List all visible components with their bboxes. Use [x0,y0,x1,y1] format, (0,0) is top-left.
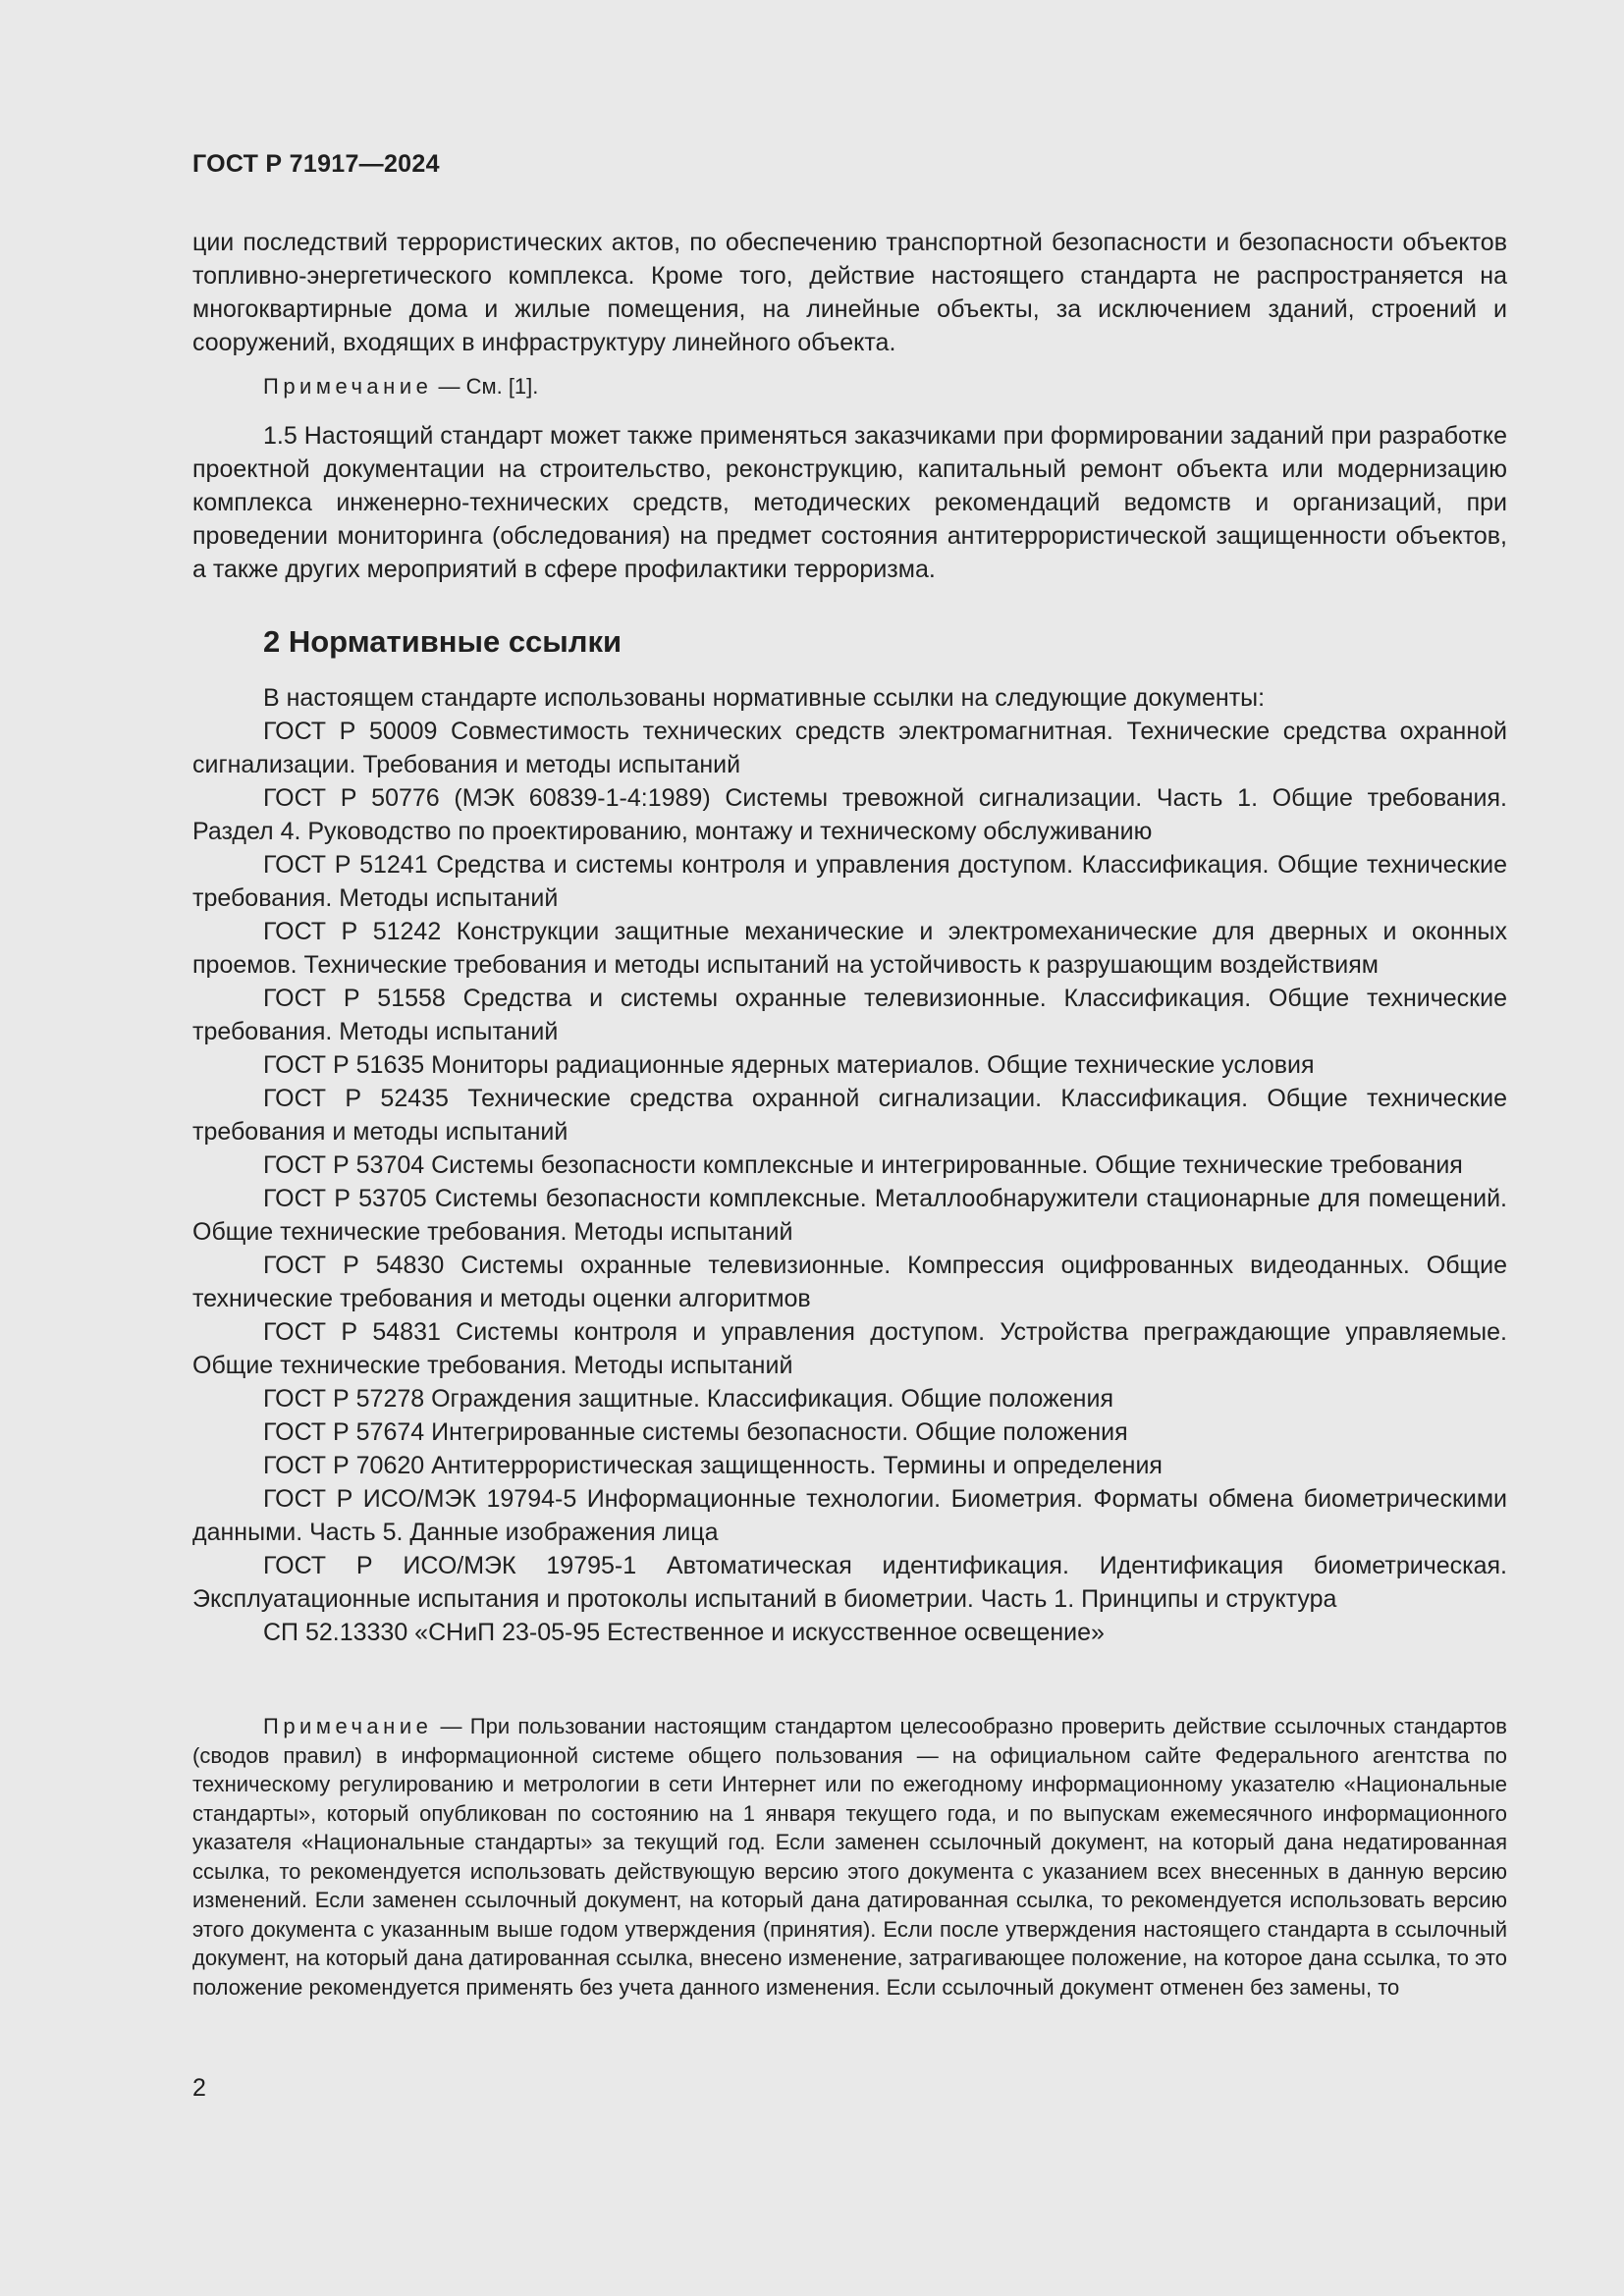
reference-item: ГОСТ Р 53704 Системы безопасности комплексные и интегрированные. Общие технические требования [263,1151,1463,1179]
reference-item: ГОСТ Р ИСО/МЭК 19794-5 Информационные технологии. Биометрия. Форматы обмена биометрическими данными. Часть 5. Данные изображения лица [192,1485,1507,1546]
note-short [263,372,538,401]
note-label: Примечание [263,1714,433,1738]
reference-item: ГОСТ Р 51635 Мониторы радиационные ядерных материалов. Общие технические условия [263,1051,1315,1079]
note-text: См. [1]. [465,374,539,399]
reference-item: ГОСТ Р 51558 Средства и системы охранные телевизионные. Классификация. Общие технические требования. Методы испытаний [192,985,1507,1045]
reference-item: ГОСТ Р 52435 Технические средства охранной сигнализации. Классификация. Общие технические требования и методы испытаний [192,1085,1507,1146]
section-title: 2 Нормативные ссылки [263,624,623,659]
reference-item: ГОСТ Р 51241 Средства и системы контроля и управления доступом. Классификация. Общие технические требования. Методы испытаний [192,851,1507,912]
note-text: При пользовании настоящим стандартом целесообразно проверить действие ссылочных стандартов (сводов правил) в информационной системе общего пользования — на официальном сайте Федерального агентства по техническому регулированию и метрологии в сети Интернет или по ежегодному информационному указателю «Национальные стандарты», который опубликован по состоянию на 1 января текущего года, и по выпускам ежемесячного информационного указателя «Национальные стандарты» за текущий год. Если заменен ссылочный документ, на который дана недатированная ссылка, то рекомендуется использовать действующую версию этого документа с указанием всех внесенных в данную версию изменений. Если заменен ссылочный документ, на который дана датированная ссылка, то рекомендуется использовать версию этого документа с указанным выше годом утверждения (принятия). Если после утверждения настоящего стандарта в ссылочный документ, на который дана датированная ссылка, внесено изменение, затрагивающее положение, на которое дана ссылка, то это положение рекомендуется применять без учета данного изменения. Если ссылочный документ отменен без замены, то [192,1714,1507,2000]
note-dash: — [432,374,466,399]
document-code-header: ГОСТ Р 71917—2024 [192,150,440,178]
reference-item: ГОСТ Р 57674 Интегрированные системы безопасности. Общие положения [263,1418,1128,1446]
paragraph-1-5: 1.5 Настоящий стандарт может также применяться заказчиками при формировании заданий при разработке проектной документации на строительство, реконструкцию, капитальный ремонт объекта или модернизацию комплекса инженерно-технических средств, методических рекомендаций ведомств и организаций, при проведении мониторинга (обследования) на предмет состояния антитеррористической защищенности объектов, а также других мероприятий в сфере профилактики терроризма. [192,422,1507,583]
reference-item: ГОСТ Р 54831 Системы контроля и управления доступом. Устройства преграждающие управляемые. Общие технические требования. Методы испытаний [192,1318,1507,1379]
reference-item: ГОСТ Р ИСО/МЭК 19795-1 Автоматическая идентификация. Идентификация биометрическая. Эксплуатационные испытания и протоколы испытаний в биометрии. Часть 1. Принципы и структура [192,1552,1507,1613]
reference-item: ГОСТ Р 70620 Антитеррористическая защищенность. Термины и определения [263,1452,1163,1479]
reference-item: ГОСТ Р 54830 Системы охранные телевизионные. Компрессия оцифрованных видеоданных. Общие технические требования и методы оценки алгоритмов [192,1252,1507,1312]
normative-references-list [192,681,1507,1649]
note-label: Примечание [263,374,433,399]
note-dash: — [432,1714,470,1738]
references-lead: В настоящем стандарте использованы нормативные ссылки на следующие документы: [263,684,1266,712]
note-long [192,1712,1507,2002]
reference-item: ГОСТ Р 50009 Совместимость технических средств электромагнитная. Технические средства охранной сигнализации. Требования и методы испытаний [192,718,1507,778]
page-number: 2 [192,2074,206,2102]
reference-item: ГОСТ Р 57278 Ограждения защитные. Классификация. Общие положения [263,1385,1113,1413]
reference-item: ГОСТ Р 51242 Конструкции защитные механические и электромеханические для дверных и оконных проемов. Технические требования и методы испытаний на устойчивость к разрушающим воздействиям [192,918,1507,979]
reference-item: ГОСТ Р 53705 Системы безопасности комплексные. Металлообнаружители стационарные для помещений. Общие технические требования. Методы испытаний [192,1185,1507,1246]
intro-paragraph: ции последствий террористических актов, по обеспечению транспортной безопасности и безопасности объектов топливно-энергетического комплекса. Кроме того, действие настоящего стандарта не распространяется на многоквартирные дома и жилые помещения, на линейные объекты, за исключением зданий, строений и сооружений, входящих в инфраструктуру линейного объекта. [192,229,1507,356]
reference-item: ГОСТ Р 50776 (МЭК 60839-1-4:1989) Системы тревожной сигнализации. Часть 1. Общие требования. Раздел 4. Руководство по проектированию, монтажу и техническому обслуживанию [192,784,1507,845]
reference-item: СП 52.13330 «СНиП 23-05-95 Естественное и искусственное освещение» [263,1619,1105,1646]
